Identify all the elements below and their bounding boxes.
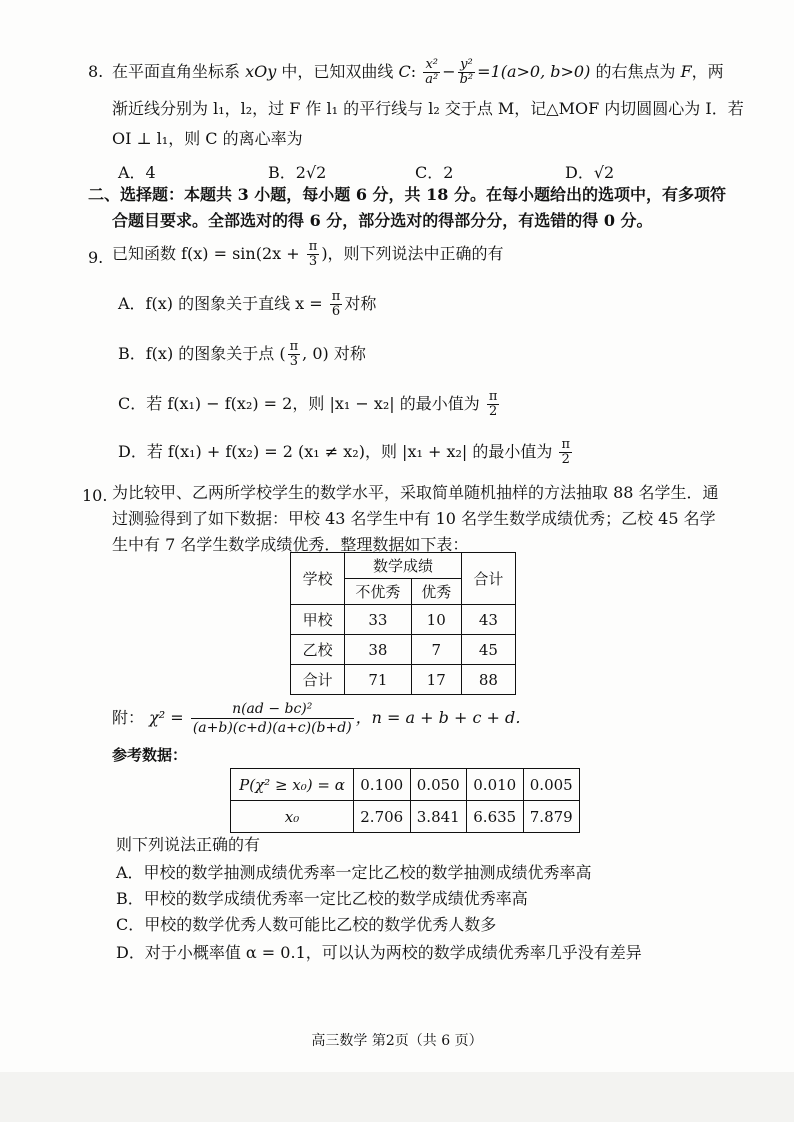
table-header-total: 合计 [461,553,515,605]
table-cell: 7 [411,635,461,665]
q9-number: 9. [88,248,104,267]
table-cell: 6.635 [467,801,524,833]
q8-coord-name: xOy [245,62,277,81]
reference-label: 参考数据： [112,746,188,764]
table-cell: 45 [461,635,515,665]
table-cell: 合计 [291,665,345,695]
q10-number: 10. [82,486,108,505]
q8-line3: OI ⊥ l₁，则 C 的离心率为 [112,129,303,148]
q8-frac-y: $\frac{\text{y²}}{\text{b²}}$ [459,57,474,87]
q8-option-d: D．√2 [565,163,615,182]
q8-option-c: C．2 [415,163,454,182]
chi-fraction: $\frac{\text{n(ad − bc)²}}{(a+b)(c+d)(a+c)(b+d)}$ [192,701,352,736]
q9-optb-frac: $\frac{\pi}{3}$ [289,339,299,369]
q8-curve-name: C [398,62,411,81]
chi-lhs: χ² = [149,708,184,727]
q9-opta-frac: $\frac{\pi}{6}$ [331,289,341,319]
table-header-school: 学校 [291,553,345,605]
table-row [291,635,516,665]
q8-text-a: 在平面直角坐标系 [112,62,241,81]
reference-table [230,768,580,833]
q9-stem [112,240,504,269]
table-cell: 0.010 [467,769,524,801]
table-cell: 0.100 [354,769,411,801]
table-cell: 3.841 [410,801,467,833]
chi-rest: ，n = a + b + c + d． [355,708,532,727]
q9-optc-frac: $\frac{\pi}{2}$ [488,389,498,419]
q10-option-a: A．甲校的数学抽测成绩优秀率一定比乙校的数学抽测成绩优秀率高 [116,863,592,882]
table-cell: 0.050 [410,769,467,801]
table-cell: 17 [411,665,461,695]
table-cell: 甲校 [291,605,345,635]
table-cell: 43 [461,605,515,635]
q10-option-c: C．甲校的数学优秀人数可能比乙校的数学优秀人数多 [116,915,497,934]
q10-line3: 生中有 7 名学生数学成绩优秀．整理数据如下表： [112,535,469,554]
q9-stem-b: )，则下列说法中正确的有 [321,244,504,263]
q8-text-c: 中，已知双曲线 [281,62,394,81]
q10-then: 则下列说法正确的有 [116,835,261,854]
table-cell: 7.879 [523,801,580,833]
table-row [231,769,580,801]
q9-optd-frac: $\frac{\pi}{2}$ [561,437,571,467]
q8-number: 8. [88,62,104,81]
q10-option-d: D．对于小概率值 α = 0.1，可以认为两校的数学成绩优秀率几乎没有差异 [116,943,642,962]
table-header-excellent: 优秀 [411,579,461,605]
scan-margin [0,1072,794,1122]
q8-option-b: B．2√2 [268,163,327,182]
q9-option-a: A．f(x) 的图象关于直线 x = $\frac{\pi}{6}$ 对称 [118,289,377,319]
section2-line1: 二、选择题：本题共 3 小题，每小题 6 分，共 18 分。在每小题给出的选项中，有多项符 [88,185,726,204]
chi-square-formula [112,700,531,737]
q8-option-a: A．4 [118,163,156,182]
q9-stem-frac: $\frac{\pi}{3}$ [308,239,318,269]
q10-option-b: B．甲校的数学成绩优秀率一定比乙校的数学成绩优秀率高 [116,889,528,908]
table-cell: P(χ² ≥ x₀) = α [231,769,354,801]
q10-line2: 过测验得到了如下数据：甲校 43 名学生中有 10 名学生数学成绩优秀；乙校 45 名学 [112,509,716,528]
q8-line1: 在平面直角坐标系 xOy 中，已知双曲线 C: $\frac{\text{x²}}{\text{a²}}$ − $\frac{\text{y²}}{\text{b²}}$ =1(a>0, b>0) 的右焦点为 F，两 [112,57,724,87]
table-cell: 88 [461,665,515,695]
appendix-label: 附： [112,708,145,727]
table-cell: 乙校 [291,635,345,665]
q9-option-d: D．若 f(x₁) + f(x₂) = 2 (x₁ ≠ x₂)，则 |x₁ + x₂| 的最小值为 $\frac{\pi}{2}$ [118,437,571,467]
table-cell: 10 [411,605,461,635]
q8-text-g: ，两 [691,62,724,81]
q9-stem-a: 已知函数 f(x) = sin(2x + [112,244,300,263]
table-cell: 0.005 [523,769,580,801]
table-cell: x₀ [231,801,354,833]
table-row [231,801,580,833]
q10-line1: 为比较甲、乙两所学校学生的数学水平，采取简单随机抽样的方法抽取 88 名学生．通 [112,483,719,502]
table-row [291,665,516,695]
q8-line2: 渐近线分别为 l₁，l₂，过 F 作 l₁ 的平行线与 l₂ 交于点 M，记△MOF 内切圆圆心为 I．若 [112,99,744,118]
table-row [291,605,516,635]
q8-text-e: 的右焦点为 [595,62,676,81]
q8-frac-x: $\frac{\text{x²}}{\text{a²}}$ [425,57,439,87]
q9-option-c: C．若 f(x₁) − f(x₂) = 2，则 |x₁ − x₂| 的最小值为 $\frac{\pi}{2}$ [118,389,498,419]
score-table [290,552,516,695]
page-footer: 高三数学 第2页（共 6 页） [311,1033,483,1049]
table-cell: 38 [345,635,411,665]
q8-eq-rest: =1(a>0, b>0) [477,62,591,81]
q8-focus-name: F [680,62,692,81]
table-header-not-excellent: 不优秀 [345,579,411,605]
table-cell: 71 [345,665,411,695]
table-cell: 2.706 [354,801,411,833]
section2-line2: 合题目要求。全部选对的得 6 分，部分选对的得部分分，有选错的得 0 分。 [112,211,653,230]
table-header-score: 数学成绩 [345,553,462,579]
table-cell: 33 [345,605,411,635]
q9-option-b: B．f(x) 的图象关于点 ( $\frac{\pi}{3}$ , 0) 对称 [118,339,366,369]
